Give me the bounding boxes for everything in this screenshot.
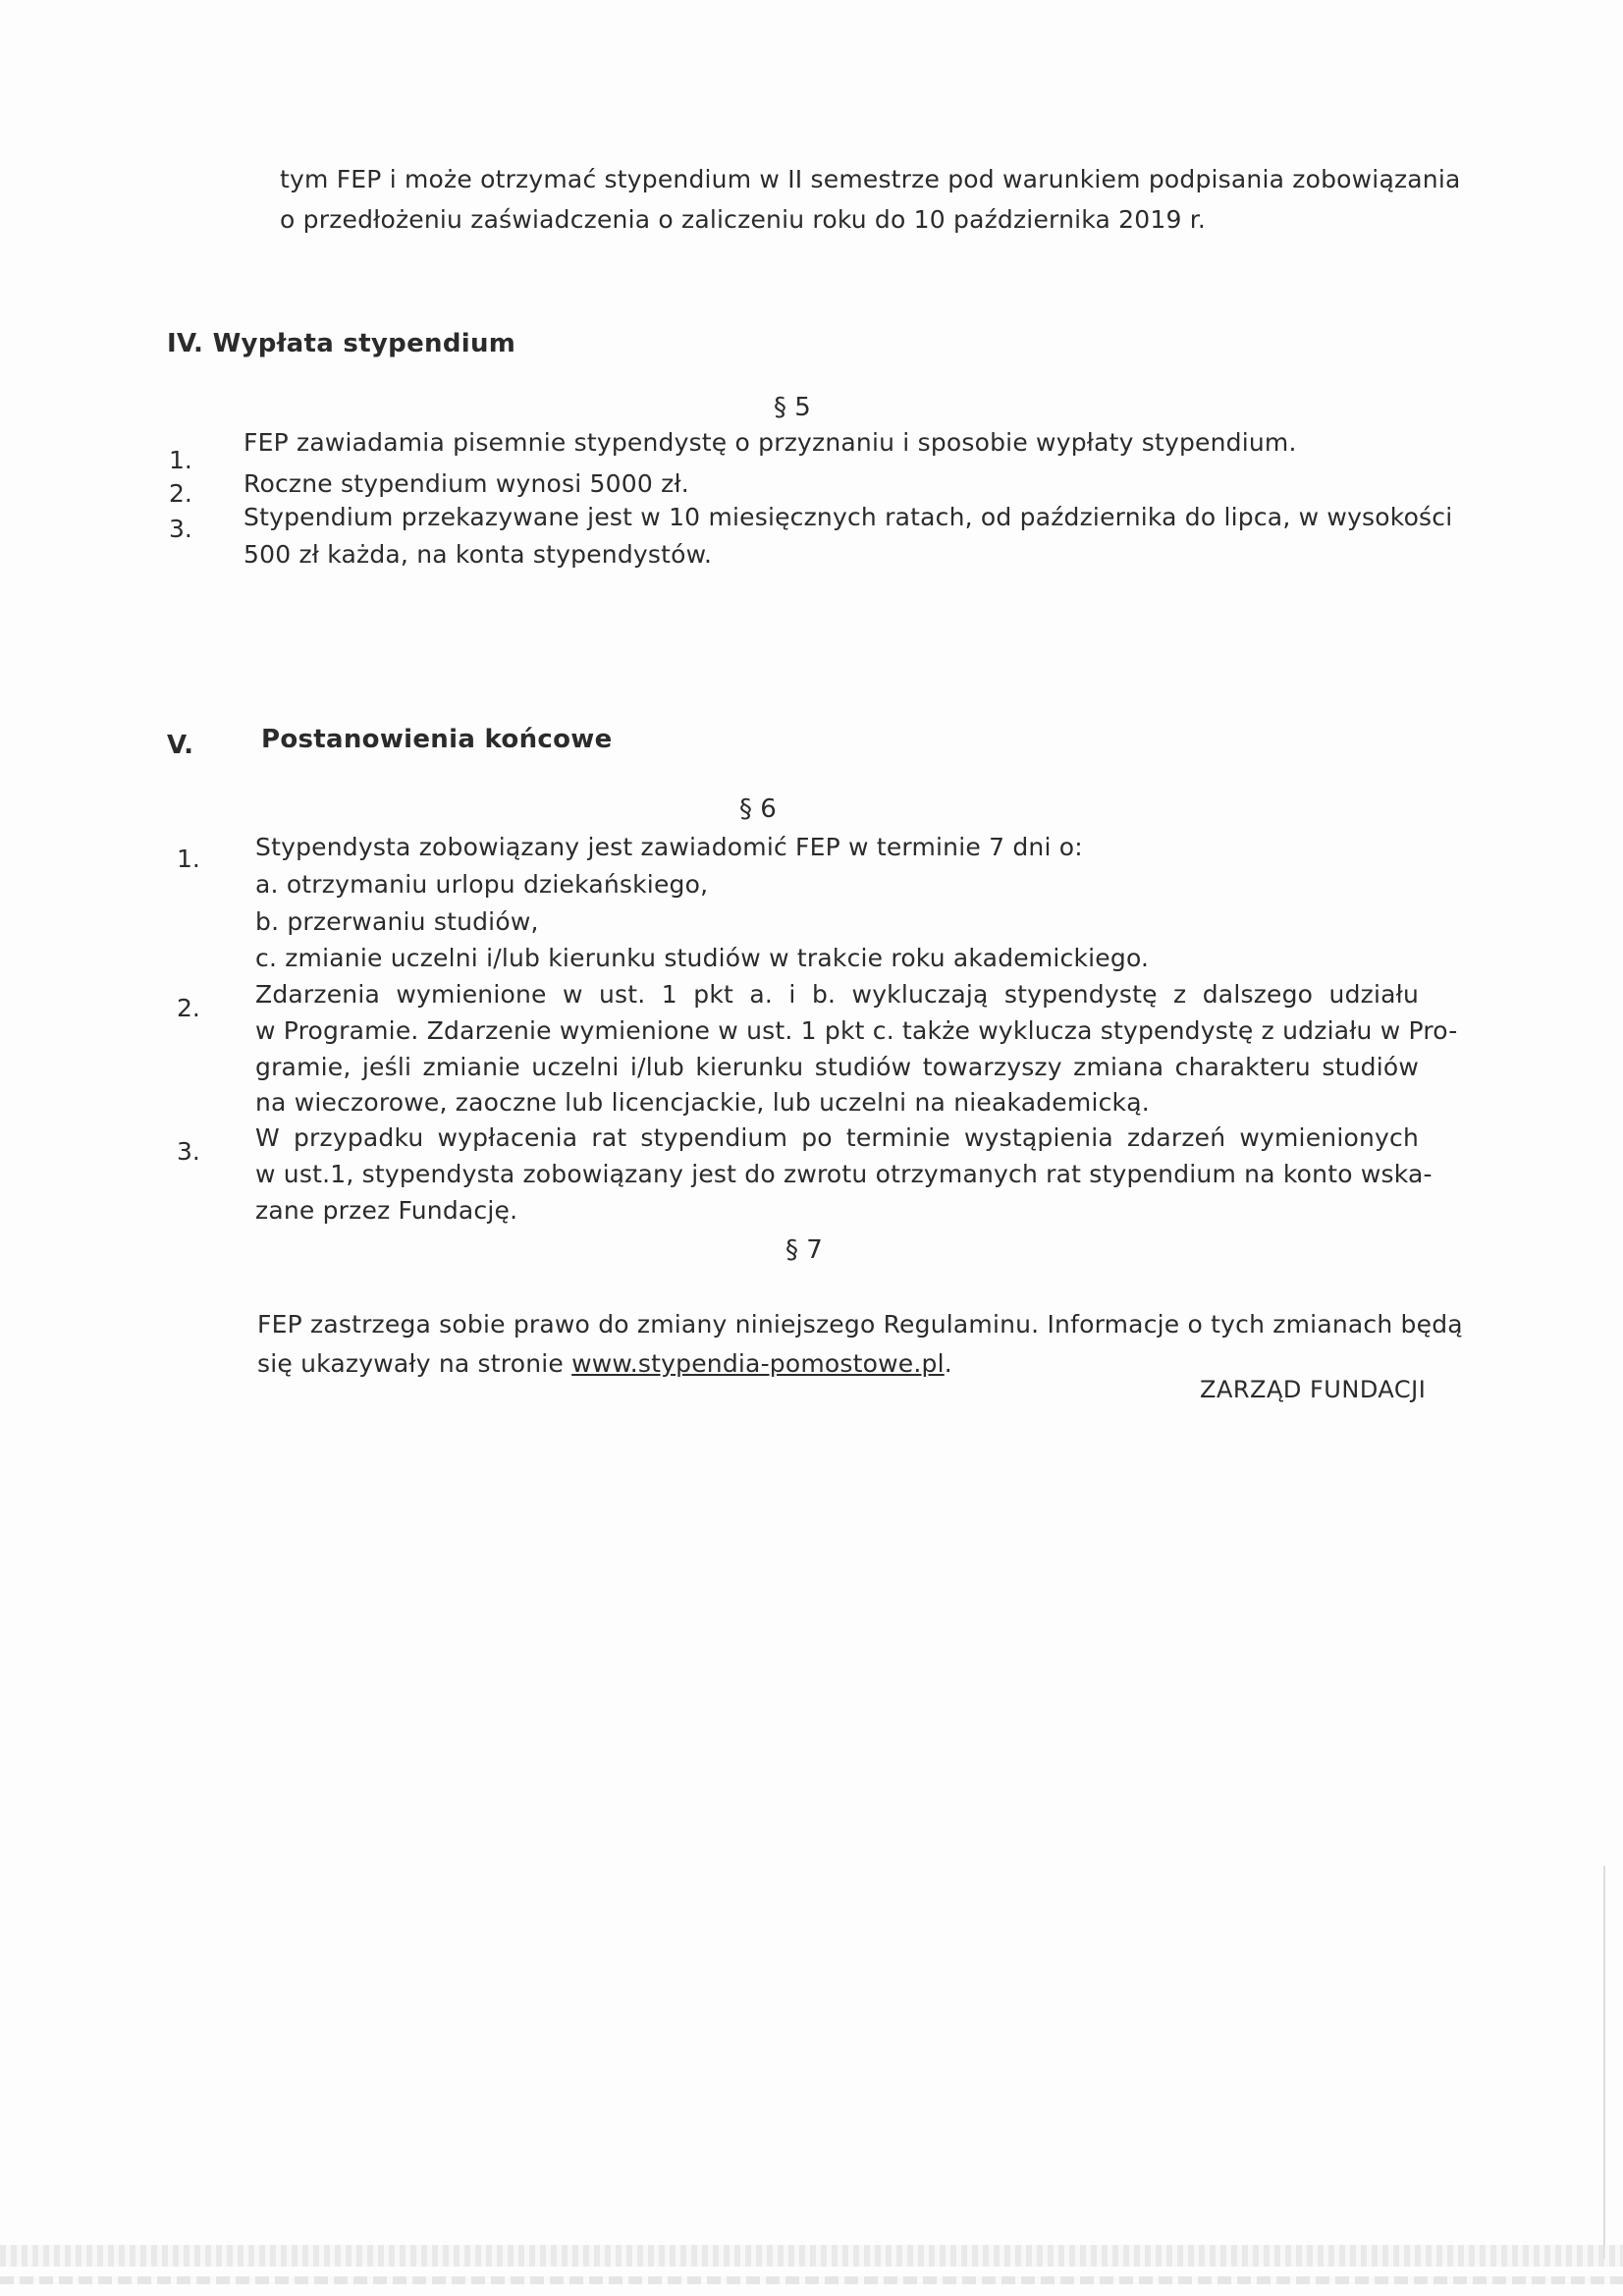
s6-item-2-line-1: Zdarzenia wymienione w ust. 1 pkt a. i b. wykluczają stypendystę z dalszego udziału [255,980,1419,1009]
s6-item-3-number: 3. [177,1137,200,1166]
final-line-2-text: się ukazywały na stronie [257,1349,572,1378]
section-5-number: V. [167,731,194,760]
s6-item-2-line-4: na wieczorowe, zaoczne lub licencjackie, lub uczelni na nieakademicką. [255,1088,1150,1117]
s5-item-3-line-1: Stypendium przekazywane jest w 10 miesięcznych ratach, od października do lipca, w wysokości [243,503,1453,531]
board-signature: ZARZĄD FUNDACJI [1200,1376,1427,1403]
paragraph-6-sign: § 6 [739,794,777,824]
s6-item-1-sub-a: a. otrzymaniu urlopu dziekańskiego, [255,870,709,899]
s5-item-3-line-2: 500 zł każda, na konta stypendystów. [243,540,713,569]
continuation-line-1: tym FEP i może otrzymać stypendium w II semestrze pod warunkiem podpisania zobowiązania [280,165,1461,193]
s5-item-1-number: 1. [169,446,192,474]
s5-item-2-text: Roczne stypendium wynosi 5000 zł. [243,469,689,498]
continuation-line-2: o przedłożeniu zaświadczenia o zaliczeniu roku do 10 października 2019 r. [280,205,1207,234]
section-4-heading: IV. Wypłata stypendium [167,329,516,358]
s6-item-2-number: 2. [177,994,200,1022]
s5-item-1-text: FEP zawiadamia pisemnie stypendystę o przyznaniu i sposobie wypłaty stypendium. [243,428,1297,457]
scan-bottom-noise-2 [0,2276,1623,2284]
scan-bottom-noise [0,2245,1623,2267]
s5-item-2-number: 2. [169,479,192,508]
website-link[interactable]: www.stypendia-pomostowe.pl [571,1349,945,1378]
s6-item-1-text: Stypendysta zobowiązany jest zawiadomić FEP w terminie 7 dni o: [255,833,1083,861]
s5-item-3-number: 3. [169,515,192,543]
paragraph-7-sign: § 7 [785,1235,823,1265]
scan-edge-line [1603,1866,1605,2259]
s6-item-1-sub-c: c. zmianie uczelni i/lub kierunku studiów w trakcie roku akademickiego. [255,944,1150,972]
section-5-heading: Postanowienia końcowe [261,725,613,754]
s6-item-3-line-1: W przypadku wypłacenia rat stypendium po terminie wystąpienia zdarzeń wymienionych [255,1123,1419,1152]
s6-item-3-line-3: zane przez Fundację. [255,1196,518,1225]
s6-item-2-line-2: w Programie. Zdarzenie wymienione w ust. 1 pkt c. także wyklucza stypendystę z udziału w Pro- [255,1016,1458,1045]
final-line-2-end: . [944,1349,952,1378]
s6-item-1-sub-b: b. przerwaniu studiów, [255,907,539,936]
s6-item-1-number: 1. [177,845,200,873]
s6-item-3-line-2: w ust.1, stypendysta zobowiązany jest do zwrotu otrzymanych rat stypendium na konto wska- [255,1160,1433,1188]
paragraph-5-sign: § 5 [774,393,811,422]
final-line-1: FEP zastrzega sobie prawo do zmiany niniejszego Regulaminu. Informacje o tych zmianach będą [257,1310,1463,1339]
s6-item-2-line-3: gramie, jeśli zmianie uczelni i/lub kierunku studiów towarzyszy zmiana charakteru studiów [255,1053,1419,1081]
final-line-2 [257,1347,952,1381]
